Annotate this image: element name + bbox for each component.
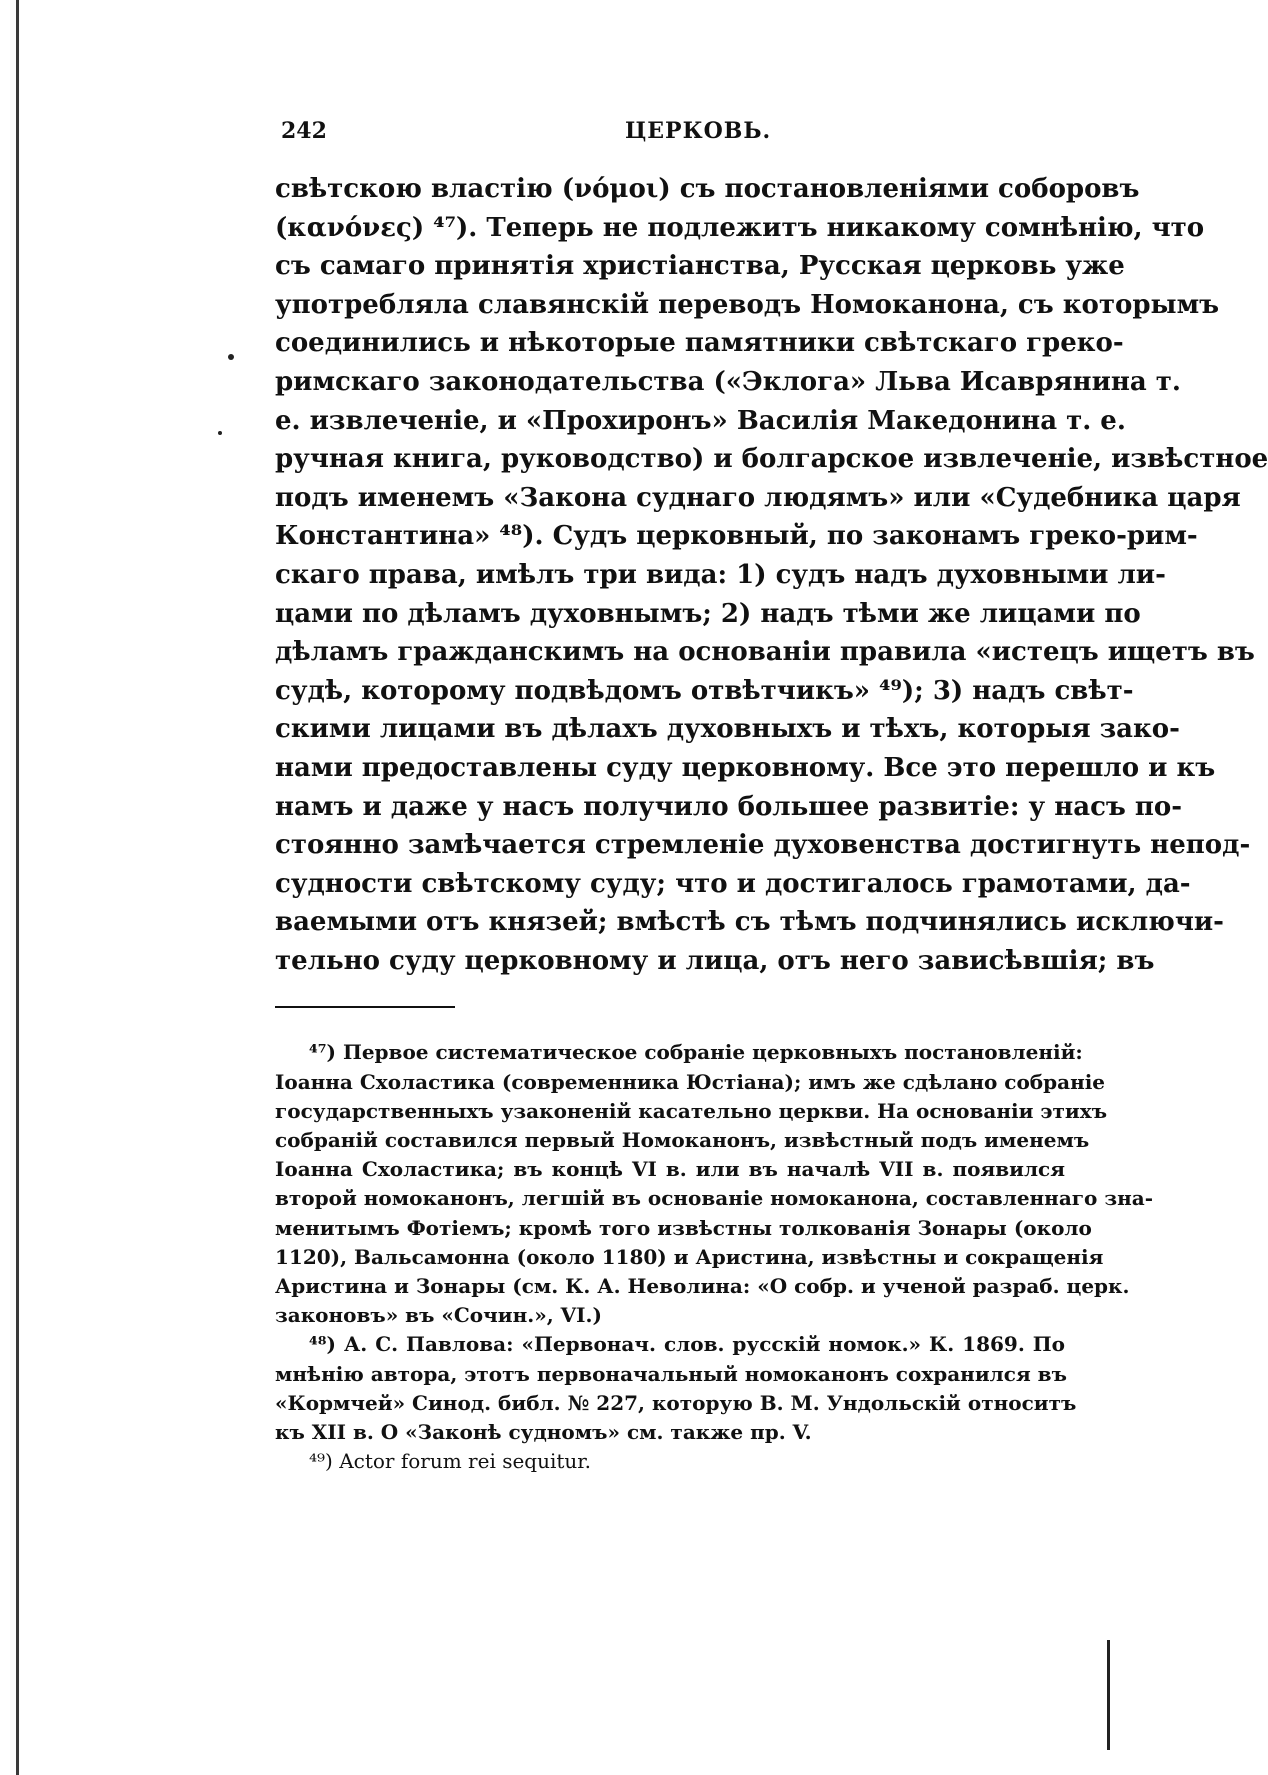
body-line: скаго права, имѣлъ три вида: 1) судъ надъ духовными ли- <box>275 559 1166 590</box>
body-paragraph <box>275 170 1268 980</box>
margin-dot <box>218 431 222 435</box>
footnote-line: второй номоканонъ, легшій въ основаніе номоканона, составленнаго зна- <box>275 1186 1153 1211</box>
running-title: ЦЕРКОВЬ. <box>625 118 772 144</box>
body-line: подъ именемъ «Закона суднаго людямъ» или «Судебника царя <box>275 482 1241 513</box>
body-line: нами предоставлены суду церковному. Все это перешло и къ <box>275 752 1216 783</box>
page-number: 242 <box>281 118 327 144</box>
scan-binding-edge <box>16 0 19 1775</box>
body-line: стоянно замѣчается стремленіе духовенства достигнуть непод- <box>275 830 1251 861</box>
running-head <box>275 108 1065 148</box>
body-line: ручная книга, руководство) и болгарское извлеченіе, извѣстное <box>275 444 1268 475</box>
footnote-separator <box>275 1006 455 1008</box>
footnote-line: мнѣнію автора, этотъ первоначальный номоканонъ сохранился въ <box>275 1361 1067 1386</box>
footnote-line: законовъ» въ «Сочин.», VI.) <box>275 1303 602 1328</box>
footnote-line: менитымъ Фотіемъ; кромѣ того извѣстны толкованія Зонары (около <box>275 1215 1092 1240</box>
body-line: съ самаго принятія христіанства, Русская церковь уже <box>275 251 1125 282</box>
body-line: судѣ, которому подвѣдомъ отвѣтчикъ» ⁴⁹); 3) надъ свѣт- <box>275 675 1134 706</box>
footnotes <box>275 1038 1153 1476</box>
footnote-line: собраній составился первый Номоканонъ, извѣстный подъ именемъ <box>275 1128 1090 1153</box>
body-line: цами по дѣламъ духовнымъ; 2) надъ тѣми же лицами по <box>275 598 1141 629</box>
footnote-line: Іоанна Схоластика; въ концѣ VI в. или въ началѣ VII в. появился <box>275 1157 1065 1182</box>
footnote-line: государственныхъ узаконеній касательно церкви. На основаніи этихъ <box>275 1098 1108 1123</box>
scan-edge-mark <box>1107 1640 1110 1750</box>
body-line: римскаго законодательства («Эклога» Льва Исаврянина т. <box>275 366 1181 397</box>
body-line: (κανόνες) ⁴⁷). Теперь не подлежитъ никакому сомнѣнію, что <box>275 212 1205 243</box>
body-line: е. извлеченіе, и «Прохиронъ» Василія Македонина т. е. <box>275 405 1126 436</box>
body-line: судности свѣтскому суду; что и достигалось грамотами, да- <box>275 868 1191 899</box>
footnote-line: 1120), Вальсамонна (около 1180) и Аристина, извѣстны и сокращенія <box>275 1244 1104 1269</box>
body-line: дѣламъ гражданскимъ на основаніи правила «истецъ ищетъ въ <box>275 637 1255 668</box>
body-line: намъ и даже у насъ получило большее развитіе: у насъ по- <box>275 791 1183 822</box>
book-page <box>275 108 1268 1476</box>
body-line: Константина» ⁴⁸). Судъ церковный, по законамъ греко-рим- <box>275 521 1198 552</box>
footnote-line: ⁴⁹) Actor forum rei sequitur. <box>309 1449 592 1474</box>
body-line: свѣтскою властію (νόμοι) съ постановленіями соборовъ <box>275 174 1140 204</box>
footnote-line: Іоанна Схоластика (современника Юстіана); имъ же сдѣлано собраніе <box>275 1069 1106 1094</box>
body-line: тельно суду церковному и лица, отъ него зависѣвшія; въ <box>275 945 1155 976</box>
footnote-line: къ XII в. О «Законѣ судномъ» см. также пр. V. <box>275 1419 812 1444</box>
body-line: ваемыми отъ князей; вмѣстѣ съ тѣмъ подчинялись исключи- <box>275 907 1224 938</box>
footnote-line: Аристина и Зонары (см. К. А. Неволина: «О собр. и ученой разраб. церк. <box>275 1273 1130 1298</box>
body-line: скими лицами въ дѣлахъ духовныхъ и тѣхъ, которыя зако- <box>275 714 1180 745</box>
margin-dot <box>228 354 234 360</box>
body-line: соединились и нѣкоторые памятники свѣтскаго греко- <box>275 328 1124 359</box>
footnote-line: ⁴⁷) Первое систематическое собраніе церковныхъ постановленій: <box>309 1040 1083 1065</box>
footnote-line: «Кормчей» Синод. библ. № 227, которую В. М. Ундольскій относитъ <box>275 1390 1077 1415</box>
footnote-line: ⁴⁸) А. С. Павлова: «Первонач. слов. русскій номок.» К. 1869. По <box>309 1332 1065 1357</box>
body-line: употребляла славянскій переводъ Номоканона, съ которымъ <box>275 289 1220 320</box>
